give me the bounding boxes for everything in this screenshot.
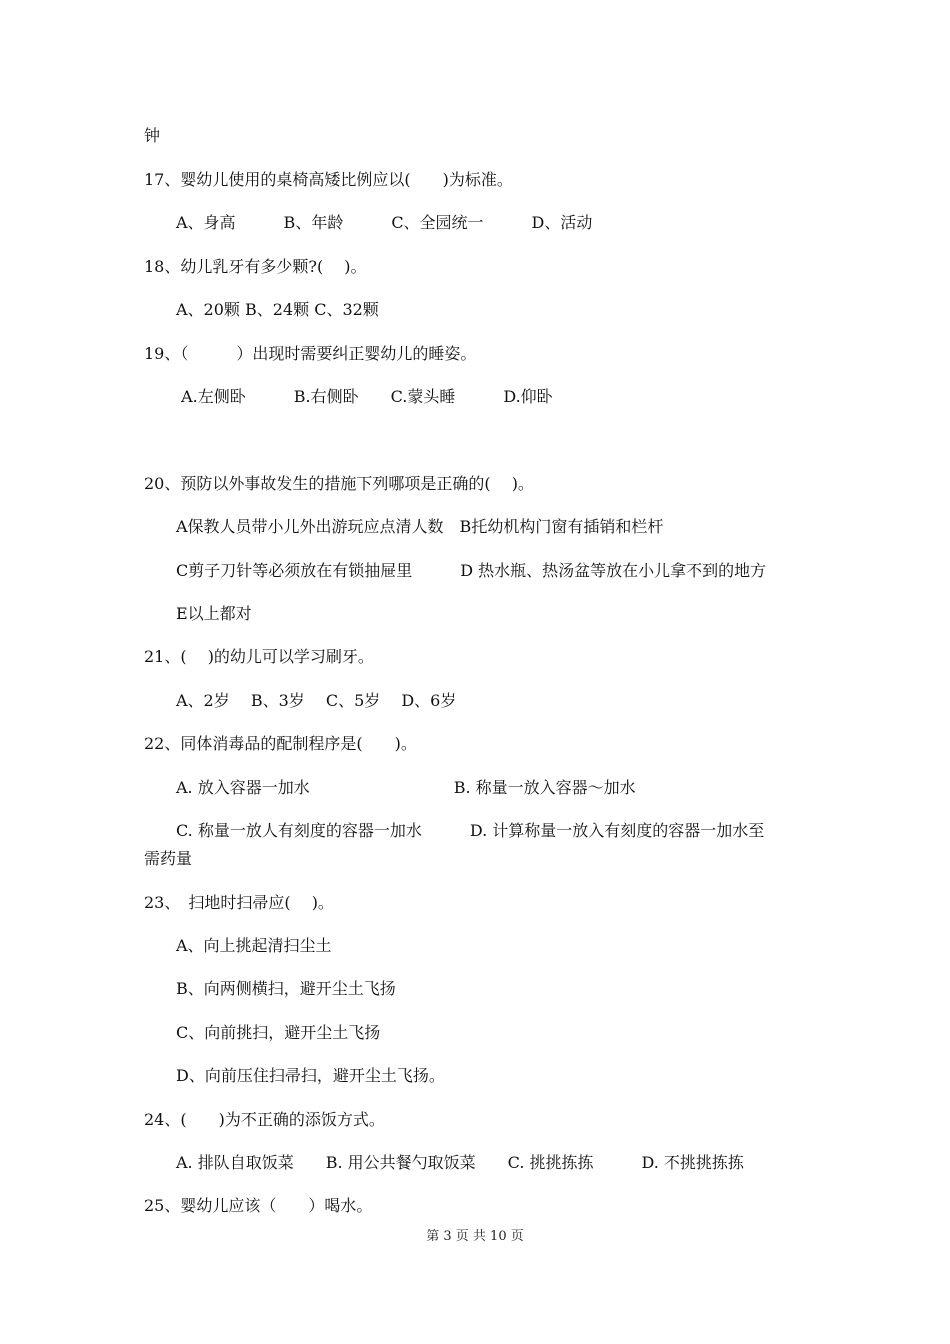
question-25-stem: 25、婴幼儿应该（ ）喝水。 xyxy=(144,1196,373,1215)
question-20-option-line-2: C剪子刀针等必须放在有锁抽屉里 D 热水瓶、热汤盆等放在小儿拿不到的地方 xyxy=(176,561,767,580)
question-24-stem: 24、( )为不正确的添饭方式。 xyxy=(144,1110,385,1129)
question-22-option-line-1: A. 放入容器一加水 B. 称量一放入容器～加水 xyxy=(176,778,636,797)
question-23-option-a: A、向上挑起清扫尘土 xyxy=(176,936,332,955)
question-23-option-c: C、向前挑扫，避开尘土飞扬 xyxy=(176,1023,381,1042)
question-18-stem: 18、幼儿乳牙有多少颗?( )。 xyxy=(144,257,367,276)
question-20-option-line-3: E以上都对 xyxy=(176,604,252,623)
question-18-options: A、20颗 B、24颗 C、32颗 xyxy=(176,300,379,319)
question-17-options: A、身高 B、年龄 C、全园统一 D、活动 xyxy=(176,213,593,232)
question-20-option-line-1: A保教人员带小儿外出游玩应点清人数 B托幼机构门窗有插销和栏杆 xyxy=(176,517,664,536)
question-19-options: A.左侧卧 B.右侧卧 C.蒙头睡 D.仰卧 xyxy=(176,387,553,406)
question-23-stem: 23、 扫地时扫帚应( )。 xyxy=(144,893,334,912)
question-17-stem: 17、婴幼儿使用的桌椅高矮比例应以( )为标准。 xyxy=(144,170,513,189)
continuation-text: 钟 xyxy=(144,126,161,145)
question-22-option-wrap: 需药量 xyxy=(144,849,193,868)
question-21-options: A、2岁 B、3岁 C、5岁 D、6岁 xyxy=(176,691,457,710)
page-number-footer: 第 3 页 共 10 页 xyxy=(426,1229,524,1244)
question-20-stem: 20、预防以外事故发生的措施下列哪项是正确的( )。 xyxy=(144,474,534,493)
question-23-option-b: B、向两侧横扫，避开尘土飞扬 xyxy=(176,979,396,998)
question-19-stem: 19、（ ）出现时需要纠正婴幼儿的睡姿。 xyxy=(144,344,477,363)
question-24-options: A. 排队自取饭菜 B. 用公共餐勺取饭菜 C. 挑挑拣拣 D. 不挑挑拣拣 xyxy=(176,1153,744,1172)
question-23-option-d: D、向前压住扫帚扫，避开尘土飞扬。 xyxy=(176,1066,445,1085)
question-21-stem: 21、( )的幼儿可以学习刷牙。 xyxy=(144,647,374,666)
question-22-stem: 22、同体消毒品的配制程序是( )。 xyxy=(144,734,417,753)
question-22-option-line-2: C. 称量一放人有刻度的容器一加水 D. 计算称量一放入有刻度的容器一加水至 xyxy=(176,821,765,840)
